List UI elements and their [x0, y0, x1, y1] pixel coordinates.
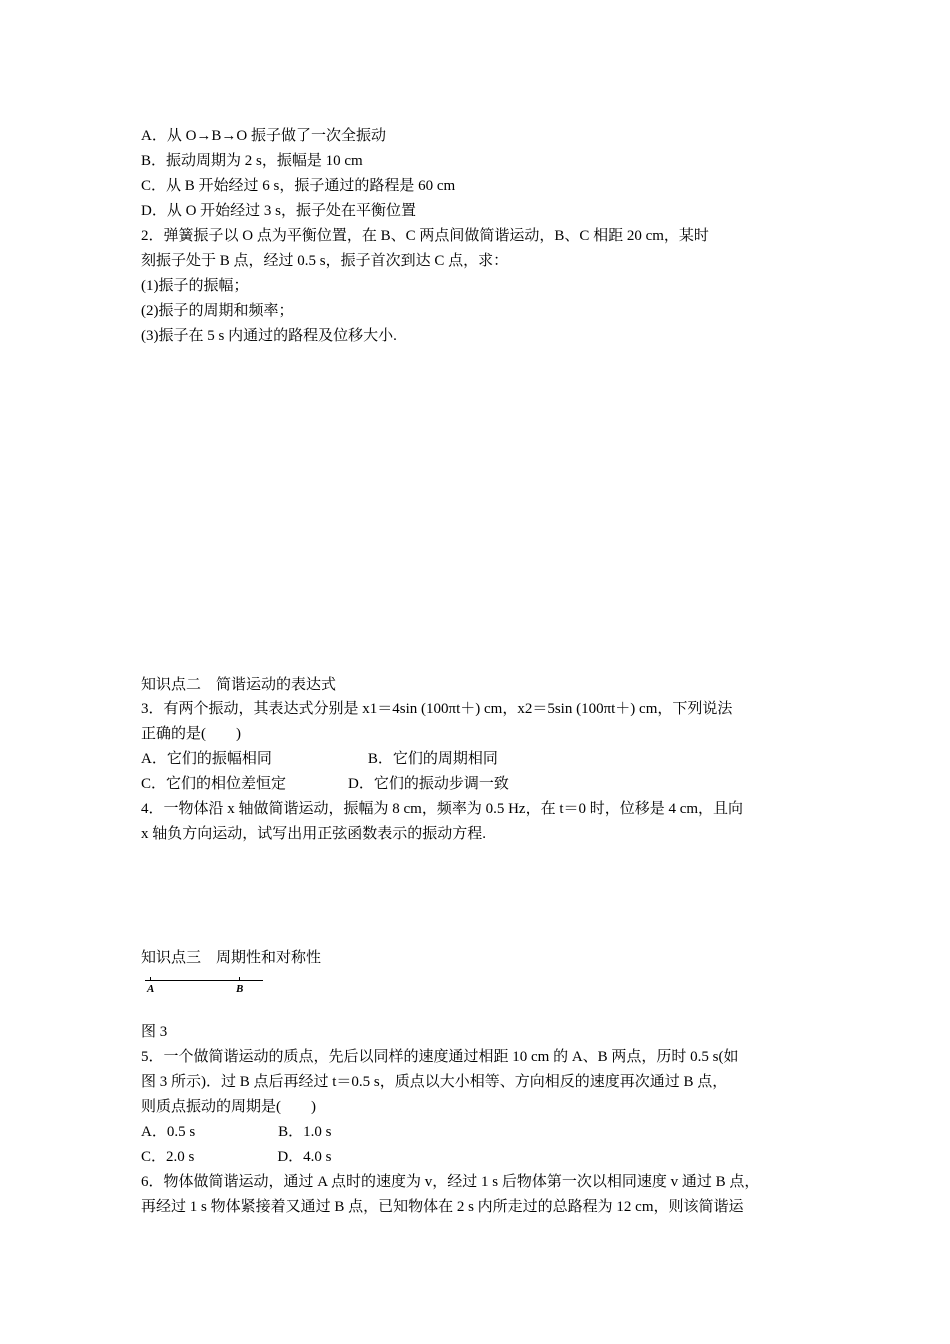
section-title-3: 知识点三 周期性和对称性 — [141, 950, 322, 966]
q5-option-d: D．4.0 s — [277, 1149, 332, 1165]
q1-option-c: C．从 B 开始经过 6 s，振子通过的路程是 60 cm — [141, 178, 456, 194]
q1-option-b: B．振动周期为 2 s，振幅是 10 cm — [141, 153, 363, 169]
q3-stem-line2: 正确的是( ) — [141, 726, 241, 742]
point-a-tick — [150, 977, 151, 981]
q3-option-b: B．它们的周期相同 — [367, 751, 498, 767]
q5-stem-line3: 则质点振动的周期是( ) — [141, 1099, 316, 1115]
q1-option-d: D．从 O 开始经过 3 s，振子处在平衡位置 — [141, 203, 417, 219]
q3-option-c: C．它们的相位差恒定 — [141, 776, 287, 792]
figure-3-caption: 图 3 — [141, 1024, 168, 1040]
q2-sub2: (2)振子的周期和频率； — [141, 303, 294, 319]
q6-stem-line2: 再经过 1 s 物体紧接着又通过 B 点，已知物体在 2 s 内所走过的总路程为 12 cm，则该简谐运 — [141, 1199, 744, 1215]
figure-3-diagram — [141, 974, 266, 998]
q3-options-row2 — [141, 774, 509, 794]
q3-option-d: D．它们的振动步调一致 — [348, 776, 509, 792]
point-b-tick — [239, 977, 240, 981]
q3-option-a: A．它们的振幅相同 — [141, 751, 272, 767]
q5-stem-line1: 5．一个做简谐运动的质点，先后以同样的速度通过相距 10 cm 的 A、B 两点，历时 0.5 s(如 — [141, 1049, 739, 1065]
q4-stem-line2: x 轴负方向运动，试写出用正弦函数表示的振动方程. — [141, 826, 487, 842]
q2-sub1: (1)振子的振幅； — [141, 278, 249, 294]
section-title-2: 知识点二 简谐运动的表达式 — [141, 677, 337, 693]
q6-stem-line1: 6．物体做简谐运动，通过 A 点时的速度为 v，经过 1 s 后物体第一次以相同速度 v 通过 B 点， — [141, 1174, 760, 1190]
point-b-label: B — [236, 983, 244, 995]
q3-options-row1 — [141, 749, 498, 769]
figure-3-line — [145, 980, 263, 981]
q3-stem-line1: 3．有两个振动，其表达式分别是 x1＝4sin (100πt＋) cm，x2＝5sin (100πt＋) cm，下列说法 — [141, 701, 733, 717]
q5-stem-line2: 图 3 所示)．过 B 点后再经过 t＝0.5 s，质点以大小相等、方向相反的速度再次通过 B 点， — [141, 1074, 728, 1090]
q5-option-b: B．1.0 s — [278, 1124, 332, 1140]
q2-sub3: (3)振子在 5 s 内通过的路程及位移大小. — [141, 328, 397, 344]
q4-stem-line1: 4．一物体沿 x 轴做简谐运动，振幅为 8 cm，频率为 0.5 Hz，在 t＝0 时，位移是 4 cm，且向 — [141, 801, 744, 817]
point-a-label: A — [147, 983, 155, 995]
q5-options-row1 — [141, 1122, 332, 1142]
q2-stem-line2: 刻振子处于 B 点，经过 0.5 s，振子首次到达 C 点，求： — [141, 253, 509, 269]
q1-option-a: A．从 O→B→O 振子做了一次全振动 — [141, 128, 387, 144]
q5-option-a: A．0.5 s — [141, 1124, 196, 1140]
q5-option-c: C．2.0 s — [141, 1149, 195, 1165]
q2-stem-line1: 2．弹簧振子以 O 点为平衡位置，在 B、C 两点间做简谐运动，B、C 相距 20 cm，某时 — [141, 228, 709, 244]
q5-options-row2 — [141, 1147, 332, 1167]
